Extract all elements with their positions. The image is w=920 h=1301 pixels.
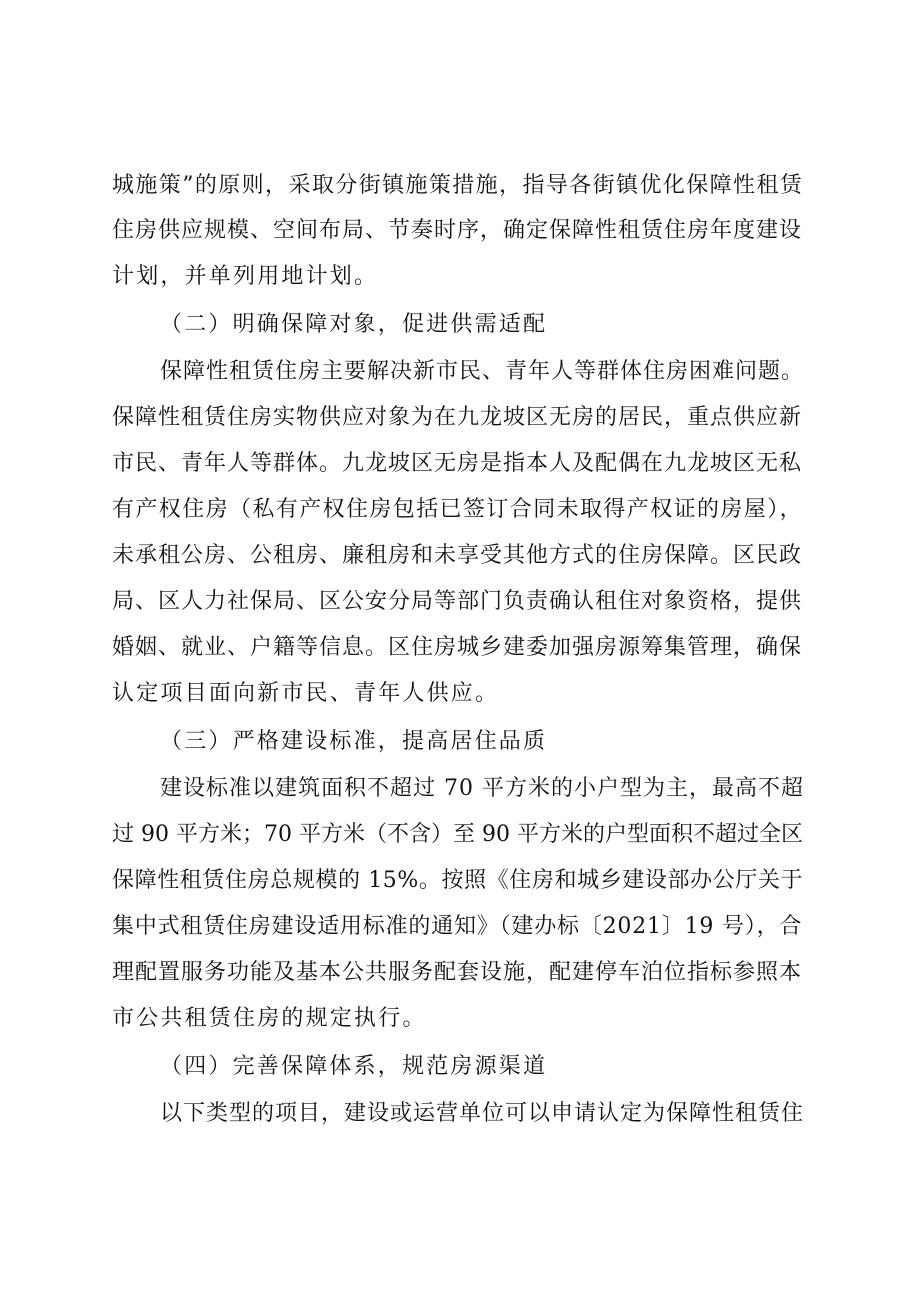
body-text-line: 认定项目面向新市民、青年人供应。 <box>112 681 500 706</box>
body-text-line: 计划，并单列用地计划。 <box>112 264 379 289</box>
body-text-line: 保障性租赁住房总规模的 15%。按照《住房和城乡建设部办公厅关于 <box>112 868 804 893</box>
body-text-line: 集中式租赁住房建设适用标准的通知》（建办标〔2021〕19 号），合 <box>112 914 803 939</box>
body-text-line: 建设标准以建筑面积不超过 70 平方米的小户型为主，最高不超 <box>160 776 804 801</box>
body-text-line: 市民、青年人等群体。九龙坡区无房是指本人及配偶在九龙坡区无私 <box>112 451 803 476</box>
section-heading: （三）严格建设标准，提高居住品质 <box>160 729 548 754</box>
body-text-line: 市公共租赁住房的规定执行。 <box>112 1006 427 1031</box>
body-text-line: 有产权住房（私有产权住房包括已签订合同未取得产权证的房屋）， <box>112 497 804 522</box>
body-text-line: 局、区人力社保局、区公安分局等部门负责确认租住对象资格，提供 <box>112 589 803 614</box>
body-text-line: 保障性租赁住房主要解决新市民、青年人等群体住房困难问题。 <box>160 359 805 384</box>
body-text-line: 理配置服务功能及基本公共服务配套设施，配建停车泊位指标参照本 <box>112 960 803 985</box>
body-text-line: 以下类型的项目，建设或运营单位可以申请认定为保障性租赁住 <box>160 1101 805 1126</box>
body-text-line: 婚姻、就业、户籍等信息。区住房城乡建委加强房源筹集管理，确保 <box>112 635 803 660</box>
body-text-line: 保障性租赁住房实物供应对象为在九龙坡区无房的居民，重点供应新 <box>112 405 803 430</box>
section-heading: （二）明确保障对象，促进供需适配 <box>160 312 548 337</box>
body-text-line: 城施策”的原则，采取分街镇施策措施，指导各街镇优化保障性租赁 <box>112 173 804 198</box>
body-text-line: 住房供应规模、空间布局、节奏时序，确定保障性租赁住房年度建设 <box>112 218 803 243</box>
section-heading: （四）完善保障体系，规范房源渠道 <box>160 1054 548 1079</box>
body-text-line: 未承租公房、公租房、廉租房和未享受其他方式的住房保障。区民政 <box>112 543 803 568</box>
body-text-line: 过 90 平方米；70 平方米（不含）至 90 平方米的户型面积不超过全区 <box>112 822 803 847</box>
